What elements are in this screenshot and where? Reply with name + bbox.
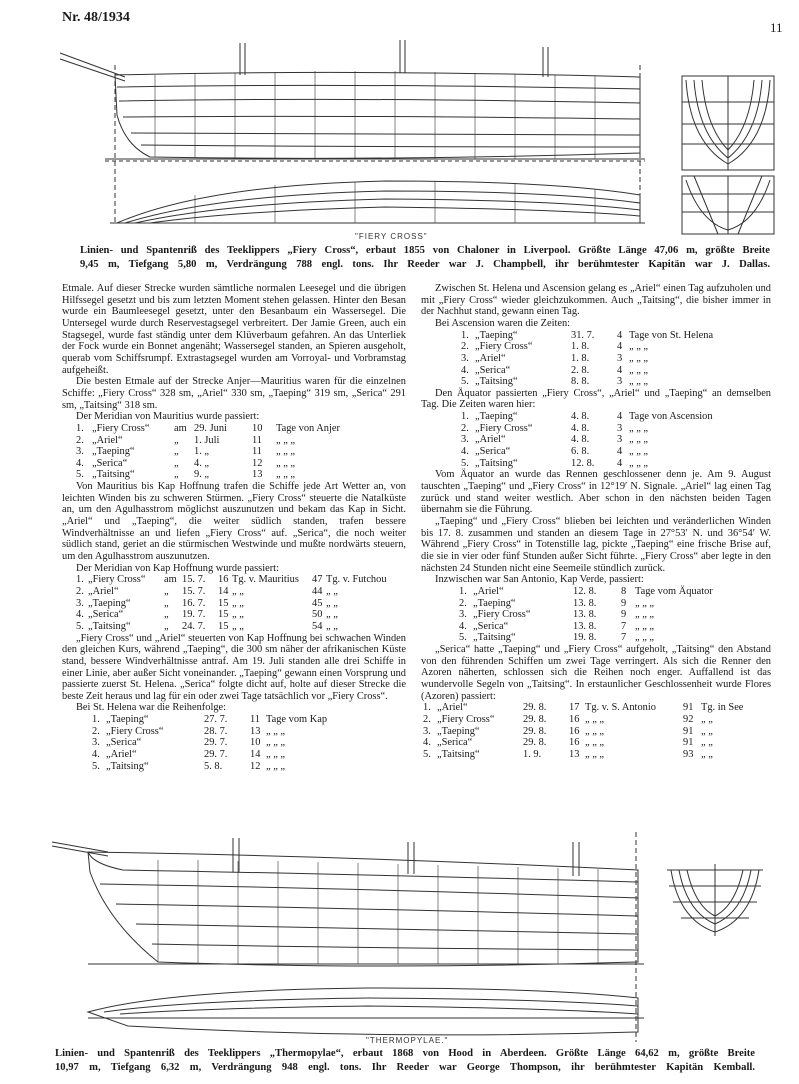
table-row: 5. „Taitsing“ „ 24. 7. 15 „ „ 54 „ „ [76, 620, 338, 632]
left-para-1: Etmale. Auf dieser Strecke wurden sämtliche normalen Leesegel und die übrigen Hilfssegel gesetzt und bis zum letzten Moment stehen gelassen. Hinter den Besan wurde ein Baumleesegel gesetzt, unter den Besanbaum ein Wassersegel. Die Untersegel wurde durch Reservestagsegel verbreitert. Der Jamie Green, auch ein Stagsegel, wurde fast ständig unter dem Klüverbaum gefahren. An das Unterliek der Fock wurde ein Bonnet angenäht; Wassersegel standen, an Spieren ausgeholt, querab vom Schiffsrumpf. Extrastagsegel wurden am Vorroyal- und Vorbramstag aufgeheißt. [62, 283, 406, 376]
figure1-caption-line1: Linien- und Spantenriß des Teeklippers „Fiery Cross“, erbaut 1855 von Chaloner in Liverpool. Größte Länge 47,06 m, größte Breite [80, 245, 770, 256]
table-row: 3. „Taeping“ „ 1. „ 11 „ „ „ [76, 446, 296, 458]
thermopylae-sheer-plan [48, 812, 648, 1048]
table-row: 3. „Ariel“ 1. 8. 3 „ „ „ [461, 352, 649, 364]
table-row: 1. „Taeping“ 31. 7. 4 Tage von St. Helena [461, 329, 714, 341]
table-row: 3. „Fiery Cross“ 13. 8. 9 „ „ „ [459, 609, 655, 621]
table-row: 4. „Serica“ 6. 8. 4 „ „ „ [461, 446, 649, 458]
meridian-mauritius-intro: Der Meridian von Mauritius wurde passiert: [76, 411, 260, 423]
left-para-2: Die besten Etmale auf der Strecke Anjer—Mauritius waren für die einzelnen Schiffe: „Fiery Cross“ 328 sm, „Ariel“ 330 sm, „Taeping“ 319 sm, „Serica“ 291 sm, „Taitsing“ 318 sm. [62, 376, 406, 411]
table-row: 5. „Taitsing“ 12. 8. 4 „ „ „ [461, 457, 649, 469]
table-row: 2. „Fiery Cross“ 4. 8. 3 „ „ „ [461, 422, 649, 434]
right-para-3: Vom Äquator an wurde das Rennen geschlossener denn je. Am 9. August tauschten „Taeping“ und „Fiery Cross“ in 12°19′ N. Signale. „Ariel“ lag einen Tag zurück und stand weiter westlich. Aber schon in den nächsten beiden Tagen übernahm sie die Führung. [421, 469, 771, 516]
table-row: 4. „Ariel“ 29. 7. 14 „ „ „ [92, 749, 286, 761]
thermopylae-drawing-label: "THERMOPYLAE." [366, 1036, 449, 1045]
figure2-caption-line2: 10,97 m, Tiefgang 6,32 m, Verdrängung 948 engl. tons. Ihr Reeder war George Thompson, ihr berühmtester Kapitän Kemball. [55, 1062, 755, 1073]
meridian-cape-intro: Der Meridian von Kap Hoffnung wurde passiert: [76, 562, 279, 574]
left-para-4: „Fiery Cross“ und „Ariel“ steuerten von Kap Hoffnung bei schwachen Winden den gleichen Kurs, während „Taeping“, die 300 sm näher der afrikanischen Küste stand, bessere Windverhältnisse antraf. Am 19. Juli standen alle drei Schiffe in einer Linie, aber außer Sicht voneinander. „Taeping“ gewann einen Vorsprung und passierte zuerst St. Helena. „Serica“ folgte dicht auf, holte auf dieser Strecke die beste Zeit heraus und lag für ein oder zwei Tage tatsächlich vor „Fiery Cross“. [62, 632, 406, 702]
thermopylae-body-plan [665, 862, 765, 938]
page-number: 11 [770, 20, 783, 35]
table-row: 4. „Serica“ 2. 8. 4 „ „ „ [461, 364, 649, 376]
ascension-table [421, 330, 771, 388]
table-row: 4. „Serica“ „ 4. „ 12 „ „ „ [76, 457, 296, 469]
right-para-1: Zwischen St. Helena und Ascension gelang es „Ariel“ einen Tag aufzuholen und mit „Fiery Cross“ wieder gleichzukommen. Auch „Taitsing“, die bisher immer in der Nachhut stand, gewann einen Tag. [421, 283, 771, 318]
meridian-cape-table [62, 574, 406, 632]
table-row: 5. „Taitsing“ 19. 8. 7 „ „ „ [459, 632, 655, 644]
table-row: 2. „Ariel“ „ 1. Juli 11 „ „ „ [76, 434, 296, 446]
table-row: 5. „Taitsing“ 5. 8. 12 „ „ „ [92, 760, 286, 772]
fiery-cross-drawing-label: "FIERY CROSS" [355, 232, 428, 241]
left-column [62, 283, 406, 772]
table-row: 5. „Taitsing“ „ 9. „ 13 „ „ „ [76, 469, 296, 481]
table-row: 1. „Fiery Cross“ am 15. 7. 16 Tg. v. Mauritius 47 Tg. v. Futchou [76, 574, 387, 586]
right-para-5: „Serica“ hatte „Taeping“ und „Fiery Cross“ aufgeholt, „Taitsing“ den Abstand von den führenden Schiffen um zwei Tage verringert. Als sich die Renner den Azoren näherten, schlossen sich die Reihen noch enger. Auffallend ist das wundervolle Segeln von „Taitsing“. In erstaunlicher Geschlossenheit wurde Flores (Azoren) passiert: [421, 644, 771, 702]
equator-table [421, 411, 771, 469]
verde-intro: Inzwischen war San Antonio, Kap Verde, passiert: [435, 574, 644, 586]
issue-number: Nr. 48/1934 [62, 10, 130, 25]
table-row: 1. „Taeping“ 27. 7. 11 Tage vom Kap [92, 714, 328, 726]
table-row: 3. „Taeping“ 29. 8. 16 „ „ „ 91 „ „ [423, 725, 713, 737]
table-row: 2. „Fiery Cross“ 28. 7. 13 „ „ „ [92, 725, 286, 737]
table-row: 1. „Taeping“ 4. 8. 4 Tage von Ascension [461, 411, 713, 423]
table-row: 3. „Taeping“ „ 16. 7. 15 „ „ 45 „ „ [76, 597, 338, 609]
table-row: 4. „Serica“ 29. 8. 16 „ „ „ 91 „ „ [423, 737, 713, 749]
meridian-mauritius-table [62, 423, 406, 481]
table-row: 2. „Fiery Cross“ 29. 8. 16 „ „ „ 92 „ „ [423, 714, 713, 726]
table-row: 2. „Fiery Cross“ 1. 8. 4 „ „ „ [461, 341, 649, 353]
left-para-3: Von Mauritius bis Kap Hoffnung trafen die Schiffe jede Art Wetter an, von leichten Winden bis zu schweren Stürmen. „Fiery Cross“ steuerte die Natalküste an, um den Agulhasstrom möglichst auszunutzen und bekam das Kap in Sicht. „Ariel“ und „Taeping“, die weiter südlich standen, trafen bessere Windverhältnisse an und liefen „Fiery Cross“ auf. „Serica“, die noch weiter südlich stand, geriet an die stürmischen Westwinde und mußte nordwärts steuern, um den Agulhasstrom auszunutzen. [62, 481, 406, 563]
table-row: 4. „Serica“ 13. 8. 7 „ „ „ [459, 620, 655, 632]
table-row: 1. „Ariel“ 12. 8. 8 Tage vom Äquator [459, 585, 713, 597]
helena-intro: Bei St. Helena war die Reihenfolge: [76, 702, 227, 714]
table-row: 2. „Ariel“ „ 15. 7. 14 „ „ 44 „ „ [76, 585, 338, 597]
flores-table [421, 702, 771, 760]
table-row: 3. „Ariel“ 4. 8. 3 „ „ „ [461, 434, 649, 446]
table-row: 2. „Taeping“ 13. 8. 9 „ „ „ [459, 597, 655, 609]
fiery-cross-sheer-plan [55, 35, 650, 235]
table-row: 1. „Fiery Cross“ am 29. Juni 10 Tage von Anjer [76, 422, 340, 434]
table-row: 5. „Taitsing“ 8. 8. 3 „ „ „ [461, 376, 649, 388]
table-row: 4. „Serica“ „ 19. 7. 15 „ „ 50 „ „ [76, 609, 338, 621]
helena-table [62, 714, 406, 772]
right-para-4: „Taeping“ und „Fiery Cross“ blieben bei leichten und veränderlichen Winden bis 17. 8. zusammen und standen an diesem Tage in 27°53′ N. und 36°54′ W. Während „Fiery Cross“ in Totenstille lag, pickte „Taeping“ eine frische Brise auf, die sie in vier oder fünf Stunden außer Sicht führte. „Fiery Cross“ aber legte in den nächsten 24 Stunden nicht eine Seemeile stündlich zurück. [421, 515, 771, 574]
ascension-intro: Bei Ascension waren die Zeiten: [435, 317, 571, 329]
figure2-caption-line1: Linien- und Spantenriß des Teeklippers „Thermopylae“, erbaut 1868 von Hood in Aberdeen. Größte Länge 64,62 m, größte Breite [55, 1048, 755, 1059]
right-para-2: Den Äquator passierten „Fiery Cross“, „Ariel“ und „Taeping“ an demselben Tag. Die Zeiten waren hier: [421, 387, 771, 411]
figure1-caption-line2: 9,45 m, Tiefgang 5,80 m, Verdrängung 788 engl. tons. Ihr Reeder war J. Champbell, ihr berühmtester Kapitän war J. Dallas. [80, 259, 770, 270]
table-row: 1. „Ariel“ 29. 8. 17 Tg. v. S. Antonio 91 Tg. in See [423, 702, 744, 714]
right-column [421, 283, 771, 761]
table-row: 3. „Serica“ 29. 7. 10 „ „ „ [92, 737, 286, 749]
verde-table [421, 586, 771, 644]
fiery-cross-body-plan [680, 72, 778, 242]
table-row: 5. „Taitsing“ 1. 9. 13 „ „ „ 93 „ „ [423, 748, 713, 760]
